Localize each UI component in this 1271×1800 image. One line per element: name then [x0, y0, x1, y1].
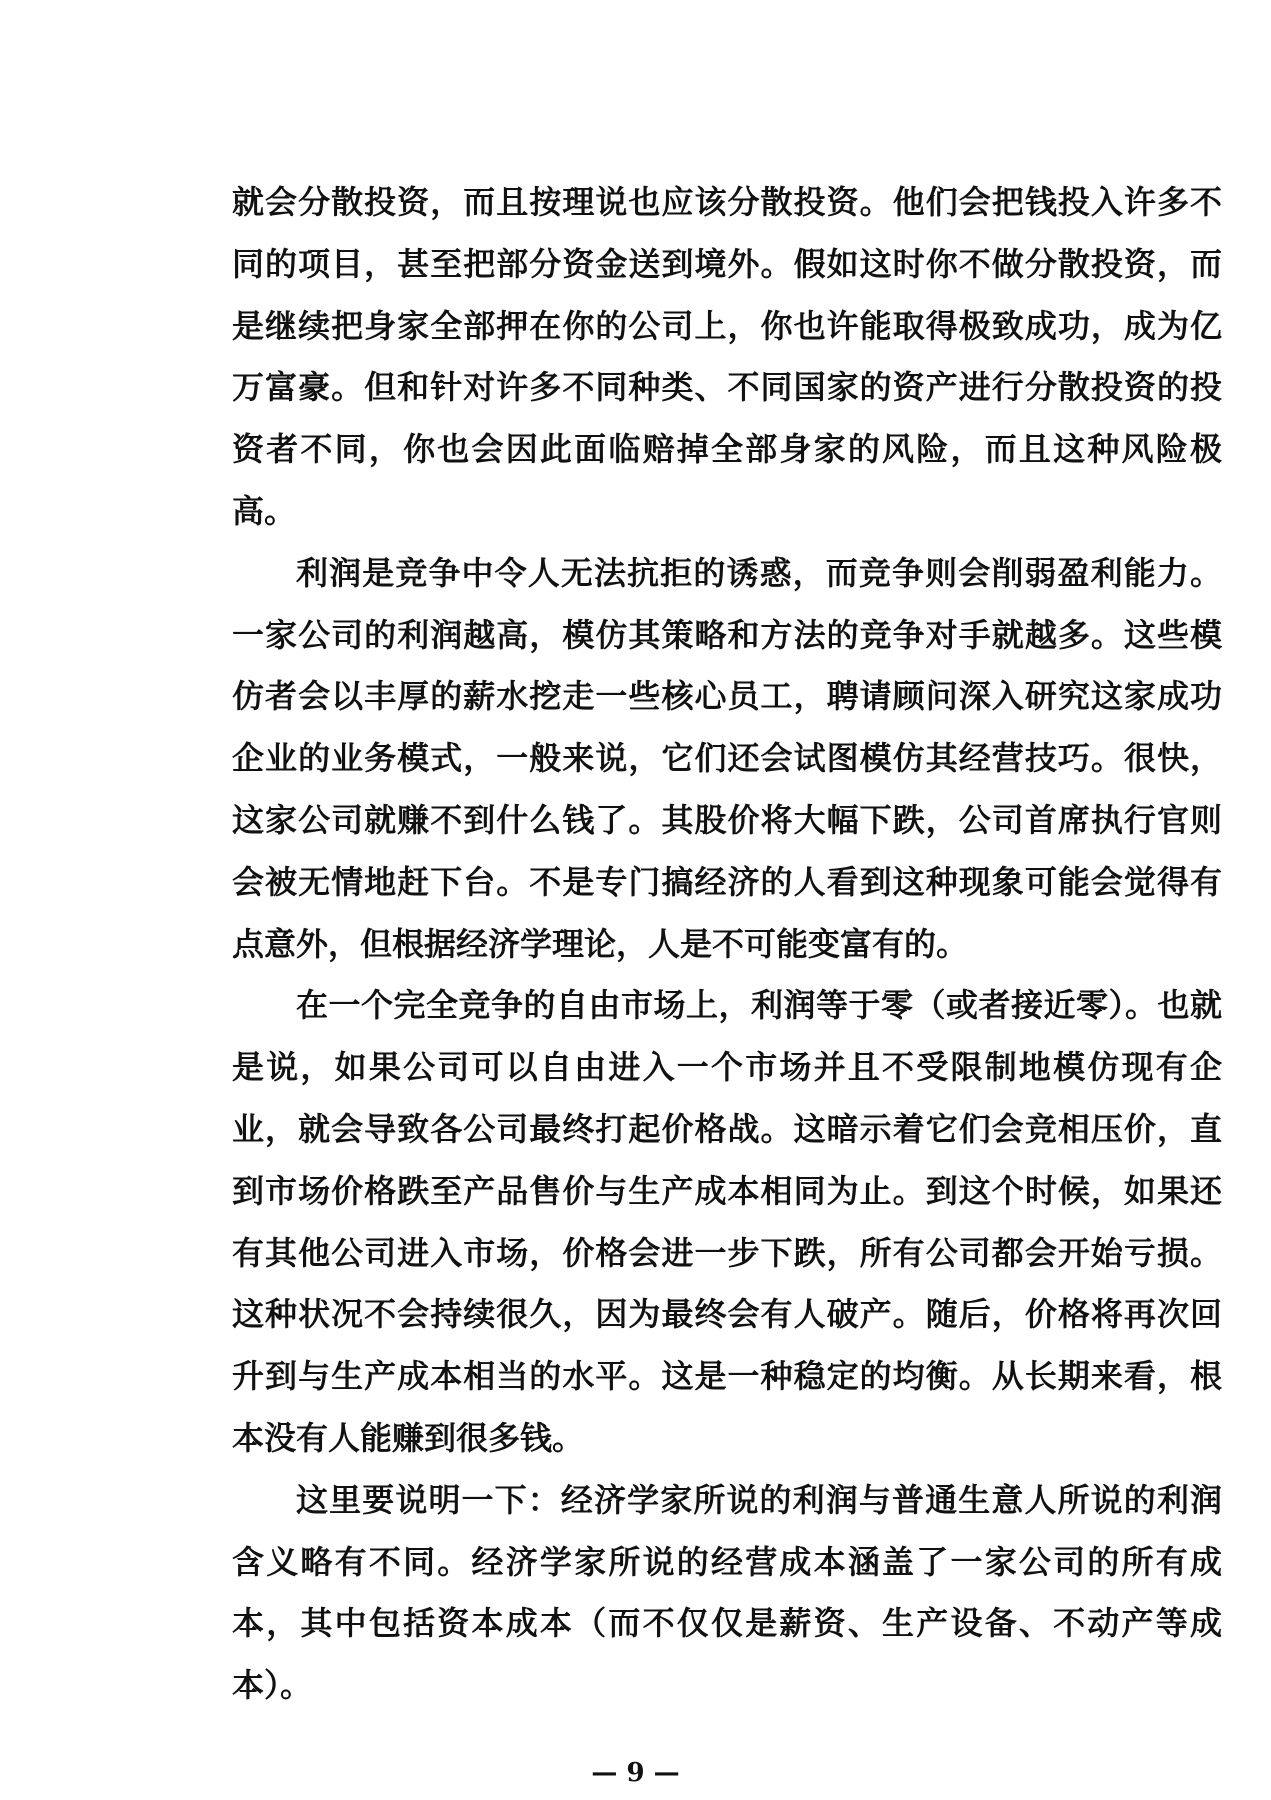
page-number: — 9 — [591, 1758, 680, 1788]
paragraph-4: 这里要说明一下：经济学家所说的利润与普通生意人所说的利润含义略有不同。经济学家所说的经营成本涵盖了一家公司的所有成本，其中包括资本成本（而不仅仅是薪资、生产设备、不动产等成本）。 [232, 1480, 1222, 1705]
paragraph-2: 利润是竞争中令人无法抗拒的诱惑，而竞争则会削弱盈利能力。一家公司的利润越高，模仿其策略和方法的竞争对手就越多。这些模仿者会以丰厚的薪水挖走一些核心员工，聘请顾问深入研究这家成功企业的业务模式，一般来说，它们还会试图模仿其经营技巧。很快，这家公司就赚不到什么钱了。其股价将大幅下跌，公司首席执行官则会被无情地赶下台。不是专门搞经济的人看到这种现象可能会觉得有点意外，但根据经济学理论，人是不可能变富有的。 [232, 553, 1222, 963]
paragraph-3: 在一个完全竞争的自由市场上，利润等于零（或者接近零）。也就是说，如果公司可以自由进入一个市场并且不受限制地模仿现有企业，就会导致各公司最终打起价格战。这暗示着它们会竞相压价，直到市场价格跌至产品售价与生产成本相同为止。到这个时候，如果还有其他公司进入市场，价格会进一步下跌，所有公司都会开始亏损。这种状况不会持续很久，因为最终会有人破产。随后，价格将再次回升到与生产成本相当的水平。这是一种稳定的均衡。从长期来看，根本没有人能赚到很多钱。 [232, 986, 1222, 1457]
body-text [232, 172, 1222, 1717]
paragraph-1: 就会分散投资，而且按理说也应该分散投资。他们会把钱投入许多不同的项目，甚至把部分资金送到境外。假如这时你不做分散投资，而是继续把身家全部押在你的公司上，你也许能取得极致成功，成为亿万富豪。但和针对许多不同种类、不同国家的资产进行分散投资的投资者不同，你也会因此面临赔掉全部身家的风险，而且这种风险极高。 [232, 183, 1222, 530]
